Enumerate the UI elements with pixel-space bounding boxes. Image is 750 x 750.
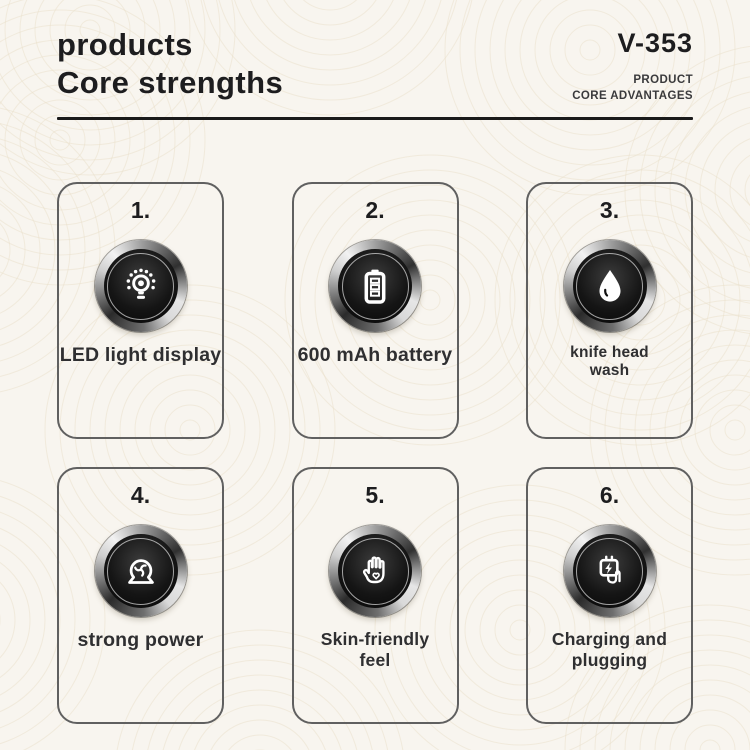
page-title	[57, 26, 283, 103]
card-label: strong power	[77, 629, 204, 652]
feature-card-battery	[292, 182, 459, 439]
feature-badge	[95, 240, 187, 332]
feature-card-led-light	[57, 182, 224, 439]
card-label: Skin-friendly feel	[320, 629, 430, 670]
feature-badge	[329, 525, 421, 617]
feature-card-wash	[526, 182, 693, 439]
title-line-1: products	[57, 27, 193, 62]
card-number: 3.	[599, 197, 620, 224]
feature-badge	[329, 240, 421, 332]
card-number: 2.	[365, 197, 385, 224]
feature-card-charging	[526, 467, 693, 724]
feature-card-skin-friendly	[292, 467, 459, 724]
light-bulb-icon	[119, 264, 163, 308]
card-number: 5.	[365, 482, 385, 509]
water-drop-icon	[588, 264, 632, 308]
feature-card-grid	[57, 182, 693, 724]
card-number: 4.	[130, 482, 151, 509]
motor-icon	[119, 549, 163, 593]
card-label: LED light display	[59, 344, 222, 367]
model-block	[572, 26, 693, 104]
badge-inner	[338, 534, 412, 608]
card-number: 1.	[130, 197, 151, 224]
badge-inner	[573, 534, 647, 608]
title-line-2: Core strengths	[57, 65, 284, 101]
card-label: 600 mAh battery	[297, 344, 453, 367]
header-divider	[57, 117, 693, 120]
feature-card-power	[57, 467, 224, 724]
badge-inner	[104, 534, 178, 608]
feature-badge	[95, 525, 187, 617]
header-subtitle	[572, 73, 693, 104]
subtitle-line-1: PRODUCT	[633, 74, 693, 86]
badge-inner	[573, 249, 647, 323]
header	[57, 26, 693, 104]
charging-plug-icon	[588, 549, 632, 593]
feature-badge	[564, 525, 656, 617]
battery-icon	[353, 264, 397, 308]
card-label: knife head wash	[570, 344, 649, 380]
feature-badge	[564, 240, 656, 332]
hand-heart-icon	[353, 549, 397, 593]
model-number: V-353	[617, 28, 693, 58]
badge-inner	[338, 249, 412, 323]
card-label: Charging and plugging	[551, 629, 668, 670]
badge-inner	[104, 249, 178, 323]
subtitle-line-2: CORE ADVANTAGES	[572, 89, 693, 102]
card-number: 6.	[599, 482, 620, 509]
